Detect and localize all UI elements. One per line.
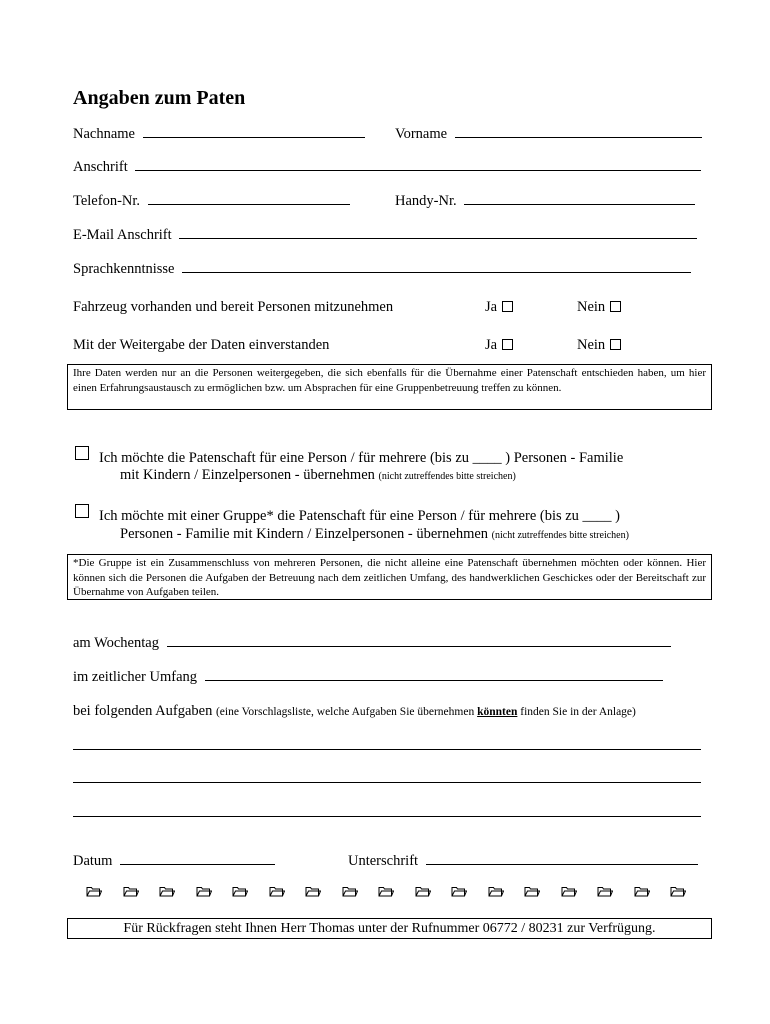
folder-icon: [670, 886, 686, 897]
weitergabe-ja-checkbox[interactable]: [502, 339, 513, 350]
folder-icon: [561, 886, 577, 897]
folder-icon: [269, 886, 285, 897]
option1-line2: mit Kindern / Einzelpersonen - übernehmen: [120, 467, 375, 483]
weitergabe-ja-label: Ja: [485, 337, 498, 353]
vorname-field[interactable]: [455, 136, 702, 138]
unterschrift-field[interactable]: [426, 863, 698, 865]
folder-icon: [378, 886, 394, 897]
wochentag-field[interactable]: [167, 645, 671, 647]
folder-icon: [123, 886, 139, 897]
nachname-label: Nachname: [73, 126, 135, 142]
wochentag-row: [73, 634, 671, 652]
aufgaben-note-post: finden Sie in der Anlage): [520, 706, 636, 718]
option1-line1: Ich möchte die Patenschaft für eine Person / für mehrere (bis zu ____ ) Personen - Familie: [99, 450, 624, 466]
telefon-row: [73, 192, 350, 210]
fahrzeug-nein-label: Nein: [577, 299, 606, 315]
vorname-label: Vorname: [395, 126, 448, 142]
folder-icon: [488, 886, 504, 897]
option2-checkbox[interactable]: [75, 504, 89, 518]
email-row: [73, 226, 697, 244]
fahrzeug-nein-checkbox[interactable]: [610, 301, 621, 312]
folder-icon: [634, 886, 650, 897]
umfang-row: [73, 668, 663, 686]
nachname-field[interactable]: [143, 136, 365, 138]
folder-icon: [415, 886, 431, 897]
unterschrift-row: [348, 852, 698, 870]
aufgaben-row: [73, 702, 636, 721]
fahrzeug-ja-label: Ja: [485, 299, 498, 315]
datum-field[interactable]: [120, 863, 275, 865]
umfang-field[interactable]: [205, 679, 663, 681]
weitergabe-ja: [485, 336, 513, 354]
wochentag-label: am Wochentag: [73, 635, 159, 651]
option2-line2: Personen - Familie mit Kindern / Einzelpersonen - übernehmen: [120, 526, 489, 542]
nachname-row: [73, 125, 365, 143]
vorname-row: [395, 125, 702, 143]
option1-line2-row: [120, 466, 516, 486]
aufgaben-note: [216, 706, 636, 718]
anschrift-row: [73, 158, 701, 176]
anschrift-field[interactable]: [135, 169, 701, 171]
weitergabe-nein: [577, 336, 621, 354]
info-box: Ihre Daten werden nur an die Personen weitergegeben, die sich ebenfalls für die Übernahme einer Patenschaft entschieden haben, um hier einen Erfahrungsaustausch zu ermöglichen bzw. um Absprachen für eine Gruppenbetreuung treffen zu können.: [67, 364, 712, 410]
telefon-label: Telefon-Nr.: [73, 193, 141, 209]
folder-icon: [451, 886, 467, 897]
aufgaben-line-2[interactable]: [73, 782, 701, 783]
folder-icon: [342, 886, 358, 897]
weitergabe-nein-label: Nein: [577, 337, 606, 353]
sprache-field[interactable]: [182, 271, 691, 273]
handy-field[interactable]: [464, 203, 695, 205]
weitergabe-nein-checkbox[interactable]: [610, 339, 621, 350]
sprache-row: [73, 260, 691, 278]
footer-box: [67, 918, 712, 939]
option2-line2-row: [120, 525, 629, 545]
group-info-box: *Die Gruppe ist ein Zusammenschluss von mehreren Personen, die nicht alleine eine Patenschaft übernehmen möchten oder können. Hier können sich die Personen die Aufgaben der Betreuung nach dem zeitlichen Umfang, des handwerklichen Geschickes oder der Bereitschaft zur Übernahme von Aufgaben teilen.: [67, 554, 712, 600]
folder-icon: [196, 886, 212, 897]
telefon-field[interactable]: [148, 203, 350, 205]
anschrift-label: Anschrift: [73, 159, 128, 175]
option2-line1: Ich möchte mit einer Gruppe* die Patenschaft für eine Person / für mehrere (bis zu ____ ): [99, 508, 621, 524]
weitergabe-question: Mit der Weitergabe der Daten einverstanden: [73, 337, 330, 353]
aufgaben-line-1[interactable]: [73, 749, 701, 750]
folder-icon: [305, 886, 321, 897]
footer-text: Für Rückfragen steht Ihnen Herr Thomas unter der Rufnummer 06772 / 80231 zur Verfrügung.: [123, 921, 656, 936]
folder-icon: [86, 886, 102, 897]
folder-icon: [159, 886, 175, 897]
handy-label: Handy-Nr.: [395, 193, 457, 209]
email-label: E-Mail Anschrift: [73, 227, 172, 243]
fahrzeug-nein: [577, 298, 621, 316]
folder-icon: [524, 886, 540, 897]
option1-checkbox[interactable]: [75, 446, 89, 460]
option2-note: (nicht zutreffendes bitte streichen): [491, 530, 629, 541]
folder-icon: [597, 886, 613, 897]
aufgaben-label: bei folgenden Aufgaben: [73, 703, 213, 719]
aufgaben-line-3[interactable]: [73, 816, 701, 817]
unterschrift-label: Unterschrift: [348, 853, 419, 869]
datum-row: [73, 852, 275, 870]
umfang-label: im zeitlicher Umfang: [73, 669, 198, 685]
datum-label: Datum: [73, 853, 113, 869]
fahrzeug-ja-checkbox[interactable]: [502, 301, 513, 312]
aufgaben-note-pre: (eine Vorschlagsliste, welche Aufgaben Sie übernehmen: [215, 706, 475, 718]
handy-row: [395, 192, 695, 210]
aufgaben-note-bold: könnten: [477, 706, 518, 718]
email-field[interactable]: [179, 237, 697, 239]
folder-icon: [232, 886, 248, 897]
sprache-label: Sprachkenntnisse: [73, 261, 175, 277]
fahrzeug-ja: [485, 298, 513, 316]
option1-note: (nicht zutreffendes bitte streichen): [378, 471, 516, 482]
page-title: Angaben zum Paten: [73, 87, 246, 109]
fahrzeug-question: Fahrzeug vorhanden und bereit Personen mitzunehmen: [73, 299, 394, 315]
